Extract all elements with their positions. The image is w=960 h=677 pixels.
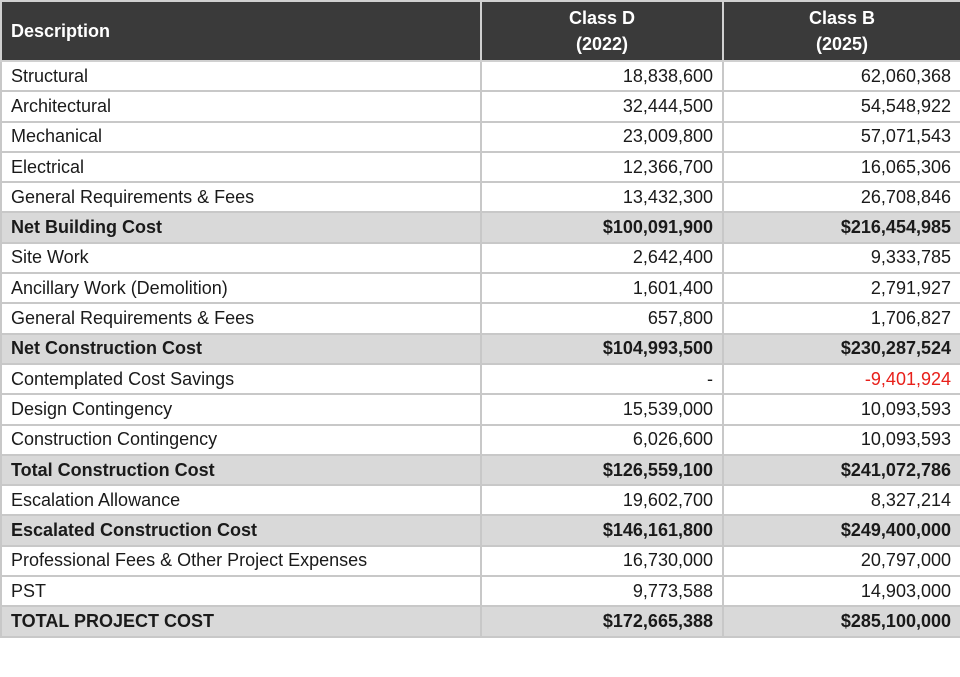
row-class-d-value: 19,602,700 [481, 485, 723, 515]
row-class-d-value: 9,773,588 [481, 576, 723, 606]
row-class-d-value: $100,091,900 [481, 212, 723, 242]
row-description: General Requirements & Fees [1, 182, 481, 212]
row-description: Contemplated Cost Savings [1, 364, 481, 394]
header-class-d-title: Class D [568, 8, 636, 28]
row-description: Site Work [1, 243, 481, 273]
header-description: Description [1, 1, 481, 61]
row-description: Electrical [1, 152, 481, 182]
row-description: Mechanical [1, 122, 481, 152]
row-class-d-value: $126,559,100 [481, 455, 723, 485]
row-class-d-value: 15,539,000 [481, 394, 723, 424]
header-row [1, 1, 960, 61]
table-body [1, 61, 960, 637]
row-class-b-value: 20,797,000 [723, 546, 960, 576]
row-description: TOTAL PROJECT COST [1, 606, 481, 636]
row-class-b-value: $216,454,985 [723, 212, 960, 242]
row-class-d-value: 23,009,800 [481, 122, 723, 152]
row-class-d-value: 2,642,400 [481, 243, 723, 273]
row-description: Escalated Construction Cost [1, 515, 481, 545]
row-class-d-value: 1,601,400 [481, 273, 723, 303]
row-description: Total Construction Cost [1, 455, 481, 485]
row-class-d-value: 13,432,300 [481, 182, 723, 212]
row-description: Escalation Allowance [1, 485, 481, 515]
row-description: PST [1, 576, 481, 606]
table-row [1, 576, 960, 606]
subtotal-row [1, 455, 960, 485]
subtotal-row [1, 515, 960, 545]
row-class-b-value: $285,100,000 [723, 606, 960, 636]
row-class-d-value: 32,444,500 [481, 91, 723, 121]
row-class-b-value: 9,333,785 [723, 243, 960, 273]
row-description: General Requirements & Fees [1, 303, 481, 333]
row-class-d-value: $104,993,500 [481, 334, 723, 364]
row-class-b-value: 14,903,000 [723, 576, 960, 606]
row-class-d-value: - [481, 364, 723, 394]
row-class-b-value: $230,287,524 [723, 334, 960, 364]
row-class-b-value: $241,072,786 [723, 455, 960, 485]
table-row [1, 485, 960, 515]
row-class-b-value: 2,791,927 [723, 273, 960, 303]
row-class-d-value: $172,665,388 [481, 606, 723, 636]
table-row [1, 152, 960, 182]
row-description: Ancillary Work (Demolition) [1, 273, 481, 303]
header-class-d-year: (2022) [575, 34, 629, 54]
header-class-b-title: Class B [808, 8, 876, 28]
table-row [1, 546, 960, 576]
table-row [1, 425, 960, 455]
row-class-b-value: 10,093,593 [723, 394, 960, 424]
row-description: Design Contingency [1, 394, 481, 424]
table-header [1, 1, 960, 61]
row-class-b-value: -9,401,924 [723, 364, 960, 394]
row-description: Structural [1, 61, 481, 91]
table-row [1, 364, 960, 394]
row-class-b-value: 54,548,922 [723, 91, 960, 121]
row-class-b-value: 57,071,543 [723, 122, 960, 152]
row-class-d-value: 6,026,600 [481, 425, 723, 455]
row-class-d-value: 657,800 [481, 303, 723, 333]
table-row [1, 303, 960, 333]
row-class-d-value: 16,730,000 [481, 546, 723, 576]
row-class-b-value: $249,400,000 [723, 515, 960, 545]
subtotal-row [1, 334, 960, 364]
table-row [1, 122, 960, 152]
table-row [1, 394, 960, 424]
row-class-d-value: 12,366,700 [481, 152, 723, 182]
table-row [1, 61, 960, 91]
row-description: Net Construction Cost [1, 334, 481, 364]
row-class-b-value: 1,706,827 [723, 303, 960, 333]
row-description: Professional Fees & Other Project Expenses [1, 546, 481, 576]
row-description: Architectural [1, 91, 481, 121]
header-class-b [723, 1, 960, 61]
table-row [1, 182, 960, 212]
subtotal-row [1, 606, 960, 636]
row-class-b-value: 10,093,593 [723, 425, 960, 455]
row-class-d-value: $146,161,800 [481, 515, 723, 545]
row-class-b-value: 62,060,368 [723, 61, 960, 91]
row-class-b-value: 16,065,306 [723, 152, 960, 182]
row-description: Net Building Cost [1, 212, 481, 242]
table-row [1, 243, 960, 273]
row-description: Construction Contingency [1, 425, 481, 455]
table-row [1, 91, 960, 121]
header-class-b-year: (2025) [815, 34, 869, 54]
row-class-b-value: 26,708,846 [723, 182, 960, 212]
row-class-d-value: 18,838,600 [481, 61, 723, 91]
row-class-b-value: 8,327,214 [723, 485, 960, 515]
table-row [1, 273, 960, 303]
header-class-d [481, 1, 723, 61]
subtotal-row [1, 212, 960, 242]
